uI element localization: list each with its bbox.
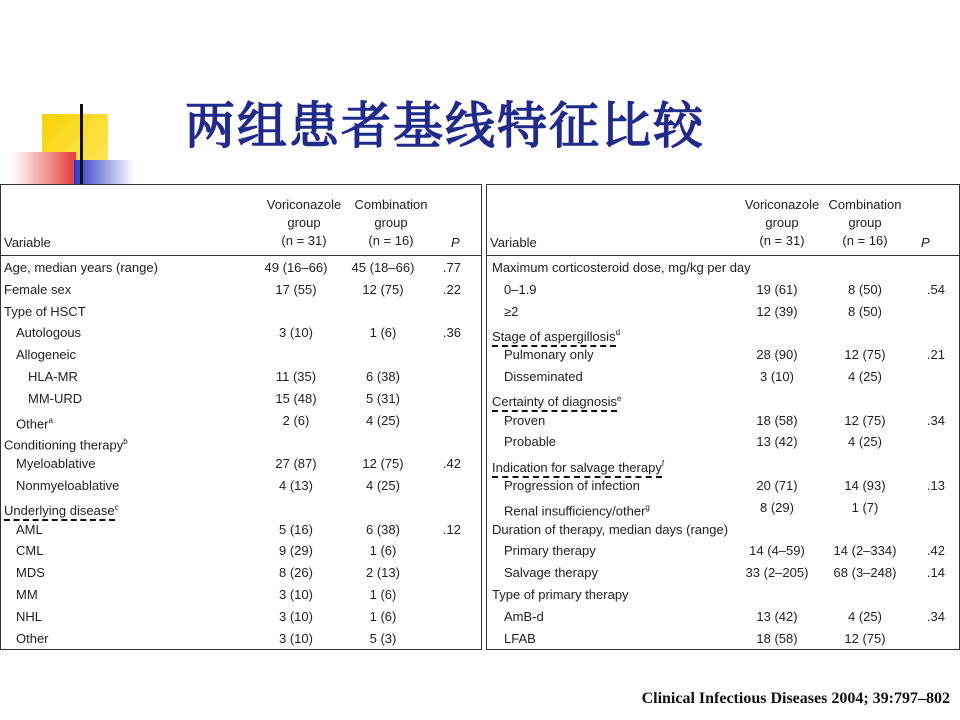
p-column-header: P bbox=[451, 235, 460, 250]
voriconazole-value: 27 (87) bbox=[275, 456, 317, 472]
footnote-marker: d bbox=[615, 328, 621, 338]
table-row bbox=[487, 410, 959, 432]
table-row bbox=[1, 606, 481, 628]
combination-value: 14 (2–334) bbox=[833, 543, 897, 559]
p-value: .34 bbox=[926, 412, 945, 428]
voriconazole-value: 13 (42) bbox=[756, 608, 798, 624]
row-label: Nonmyeloablative bbox=[16, 477, 120, 493]
table-row bbox=[487, 322, 959, 344]
row-label: Other bbox=[16, 630, 49, 646]
table-row bbox=[1, 584, 481, 606]
table-row bbox=[1, 388, 481, 410]
table-row bbox=[1, 628, 481, 650]
voriconazole-value: 4 (13) bbox=[279, 477, 313, 493]
voriconazole-value: 3 (10) bbox=[279, 630, 313, 646]
combination-column-header: Combination group (n = 16) bbox=[828, 197, 902, 248]
row-label: HLA-MR bbox=[28, 368, 78, 384]
row-label: MM bbox=[16, 586, 38, 602]
combination-value: 12 (75) bbox=[362, 456, 404, 472]
table-row bbox=[1, 301, 481, 323]
combination-value: 12 (75) bbox=[844, 630, 886, 646]
row-label: Renal insufficiency/other$^g$ bbox=[504, 502, 650, 519]
row-label: MM-URD bbox=[28, 390, 83, 406]
row-label: Type of HSCT bbox=[4, 303, 86, 319]
table-row bbox=[1, 562, 481, 584]
row-label: Conditioning therapy$^b$ bbox=[4, 437, 128, 453]
combination-value: 45 (18–66) bbox=[351, 260, 415, 275]
combination-column-header: Combination group (n = 16) bbox=[354, 197, 428, 248]
voriconazole-value: 13 (42) bbox=[756, 434, 798, 450]
row-label: Myeloablative bbox=[16, 456, 96, 472]
row-label: Proven bbox=[504, 412, 546, 428]
row-label: AML bbox=[16, 521, 43, 537]
voriconazole-value: 3 (10) bbox=[279, 325, 313, 341]
row-label: 0–1.9 bbox=[504, 281, 537, 297]
row-label: Certainty of diagnosis$^e$ bbox=[492, 388, 621, 413]
left-table-body bbox=[1, 257, 481, 649]
right-table-header bbox=[487, 185, 959, 256]
voriconazole-value: 3 (10) bbox=[279, 586, 313, 602]
p-value: .34 bbox=[926, 608, 945, 624]
voriconazole-value: 19 (61) bbox=[756, 281, 798, 297]
table-row bbox=[487, 366, 959, 388]
combination-value: 2 (13) bbox=[366, 565, 400, 581]
row-label: CML bbox=[16, 543, 44, 559]
table-row bbox=[487, 431, 959, 453]
row-label: ≥2 bbox=[504, 303, 519, 319]
right-table-panel bbox=[486, 184, 960, 650]
voriconazole-value: 17 (55) bbox=[275, 281, 317, 297]
table-row bbox=[1, 257, 481, 279]
combination-value: 6 (38) bbox=[366, 368, 400, 384]
p-value: .54 bbox=[926, 281, 945, 297]
decor-blue-square bbox=[74, 160, 134, 186]
row-label: AmB-d bbox=[504, 608, 544, 624]
row-label: Primary therapy bbox=[504, 543, 596, 559]
footnote-marker: a bbox=[48, 415, 53, 425]
combination-value: 1 (6) bbox=[369, 325, 397, 341]
footnote-marker: g bbox=[645, 502, 650, 512]
voriconazole-value: 49 (16–66) bbox=[264, 260, 328, 275]
table-row bbox=[487, 388, 959, 410]
combination-value: 68 (3–248) bbox=[833, 565, 897, 581]
voriconazole-value: 28 (90) bbox=[756, 347, 798, 363]
voriconazole-value: 2 (6) bbox=[282, 412, 310, 428]
p-value: .22 bbox=[442, 281, 461, 297]
p-value: .21 bbox=[926, 347, 945, 363]
p-value: .77 bbox=[442, 260, 461, 275]
table-row bbox=[1, 366, 481, 388]
row-label: Allogeneic bbox=[16, 347, 76, 363]
combination-value: 4 (25) bbox=[366, 477, 400, 493]
table-row bbox=[487, 584, 959, 606]
table-row bbox=[1, 322, 481, 344]
left-table-header bbox=[1, 185, 481, 256]
voriconazole-value: 8 (29) bbox=[760, 499, 794, 515]
combination-value: 4 (25) bbox=[848, 608, 882, 624]
voriconazole-value: 3 (10) bbox=[760, 368, 794, 384]
combination-value: 12 (75) bbox=[844, 347, 886, 363]
footnote-marker: b bbox=[123, 437, 128, 447]
voriconazole-value: 18 (58) bbox=[756, 630, 798, 646]
row-label: Age, median years (range) bbox=[4, 260, 158, 275]
combination-value: 12 (75) bbox=[844, 412, 886, 428]
variable-column-header: Variable bbox=[4, 235, 51, 250]
table-row bbox=[487, 497, 959, 519]
combination-value: 1 (6) bbox=[369, 543, 397, 559]
table-row bbox=[487, 301, 959, 323]
combination-value: 5 (31) bbox=[366, 390, 400, 406]
combination-value: 8 (50) bbox=[848, 281, 882, 297]
row-label: Salvage therapy bbox=[504, 565, 598, 581]
p-value: .42 bbox=[442, 456, 461, 472]
row-label: Disseminated bbox=[504, 368, 583, 384]
table-row bbox=[487, 562, 959, 584]
table-row bbox=[487, 344, 959, 366]
right-table-body bbox=[487, 257, 959, 649]
voriconazole-value: 14 (4–59) bbox=[749, 543, 805, 559]
table-row bbox=[487, 606, 959, 628]
p-value: .14 bbox=[926, 565, 945, 581]
row-label: Underlying disease$^c$ bbox=[4, 497, 119, 522]
voriconazole-value: 15 (48) bbox=[275, 390, 317, 406]
table-row bbox=[487, 540, 959, 562]
combination-value: 6 (38) bbox=[366, 521, 400, 537]
row-label: Female sex bbox=[4, 281, 72, 297]
slide-title: 两组患者基线特征比较 bbox=[185, 96, 705, 155]
table-row bbox=[1, 475, 481, 497]
voriconazole-value: 8 (26) bbox=[279, 565, 313, 581]
p-value: .13 bbox=[926, 477, 945, 493]
row-label: LFAB bbox=[504, 630, 536, 646]
p-value: .36 bbox=[442, 325, 461, 341]
row-label: Autologous bbox=[16, 325, 82, 341]
p-value: .12 bbox=[442, 521, 461, 537]
row-label: Maximum corticosteroid dose, mg/kg per day bbox=[492, 260, 751, 275]
row-label: Type of primary therapy bbox=[492, 586, 629, 602]
voriconazole-value: 18 (58) bbox=[756, 412, 798, 428]
combination-value: 8 (50) bbox=[848, 303, 882, 319]
table-row bbox=[487, 453, 959, 475]
table-row bbox=[487, 257, 959, 279]
table-row bbox=[1, 497, 481, 519]
row-label: NHL bbox=[16, 608, 43, 624]
voriconazole-value: 5 (16) bbox=[279, 521, 313, 537]
table-row bbox=[487, 519, 959, 541]
row-label: Progression of infection bbox=[504, 477, 640, 493]
row-label: Other$^a$ bbox=[16, 415, 53, 431]
citation: Clinical Infectious Diseases 2004; 39:797–802 bbox=[641, 690, 950, 707]
combination-value: 1 (7) bbox=[851, 499, 879, 515]
table-row bbox=[487, 475, 959, 497]
voriconazole-value: 9 (29) bbox=[279, 543, 313, 559]
table-row bbox=[1, 410, 481, 432]
footnote-marker: f bbox=[661, 459, 665, 469]
row-label: Stage of aspergillosis$^d$ bbox=[492, 322, 620, 347]
combination-value: 12 (75) bbox=[362, 281, 404, 297]
voriconazole-value: 33 (2–205) bbox=[745, 565, 809, 581]
table-row bbox=[1, 453, 481, 475]
table-row bbox=[1, 540, 481, 562]
combination-value: 5 (3) bbox=[369, 630, 397, 646]
table-row bbox=[1, 344, 481, 366]
combination-value: 4 (25) bbox=[366, 412, 400, 428]
table-row bbox=[1, 279, 481, 301]
combination-value: 1 (6) bbox=[369, 586, 397, 602]
voriconazole-column-header: Voriconazole group (n = 31) bbox=[744, 197, 820, 248]
combination-value: 4 (25) bbox=[848, 368, 882, 384]
decor-vertical-line bbox=[80, 104, 83, 186]
table-row bbox=[1, 519, 481, 541]
combination-value: 14 (93) bbox=[844, 477, 886, 493]
footnote-marker: e bbox=[617, 393, 622, 403]
table-row bbox=[1, 431, 481, 453]
row-label: Pulmonary only bbox=[504, 347, 594, 363]
voriconazole-value: 3 (10) bbox=[279, 608, 313, 624]
variable-column-header: Variable bbox=[490, 235, 537, 250]
table-row bbox=[487, 628, 959, 650]
voriconazole-column-header: Voriconazole group (n = 31) bbox=[266, 197, 342, 248]
voriconazole-value: 20 (71) bbox=[756, 477, 798, 493]
table-row bbox=[487, 279, 959, 301]
combination-value: 4 (25) bbox=[848, 434, 882, 450]
left-table-panel bbox=[0, 184, 482, 650]
row-label: Indication for salvage therapy$^f$ bbox=[492, 453, 664, 478]
decor-red-square bbox=[12, 152, 76, 186]
row-label: MDS bbox=[16, 565, 45, 581]
voriconazole-value: 11 (35) bbox=[275, 368, 317, 384]
row-label: Probable bbox=[504, 434, 557, 450]
combination-value: 1 (6) bbox=[369, 608, 397, 624]
p-column-header: P bbox=[921, 235, 930, 250]
voriconazole-value: 12 (39) bbox=[756, 303, 798, 319]
p-value: .42 bbox=[926, 543, 945, 559]
footnote-marker: c bbox=[114, 502, 119, 512]
row-label: Duration of therapy, median days (range) bbox=[492, 521, 729, 537]
